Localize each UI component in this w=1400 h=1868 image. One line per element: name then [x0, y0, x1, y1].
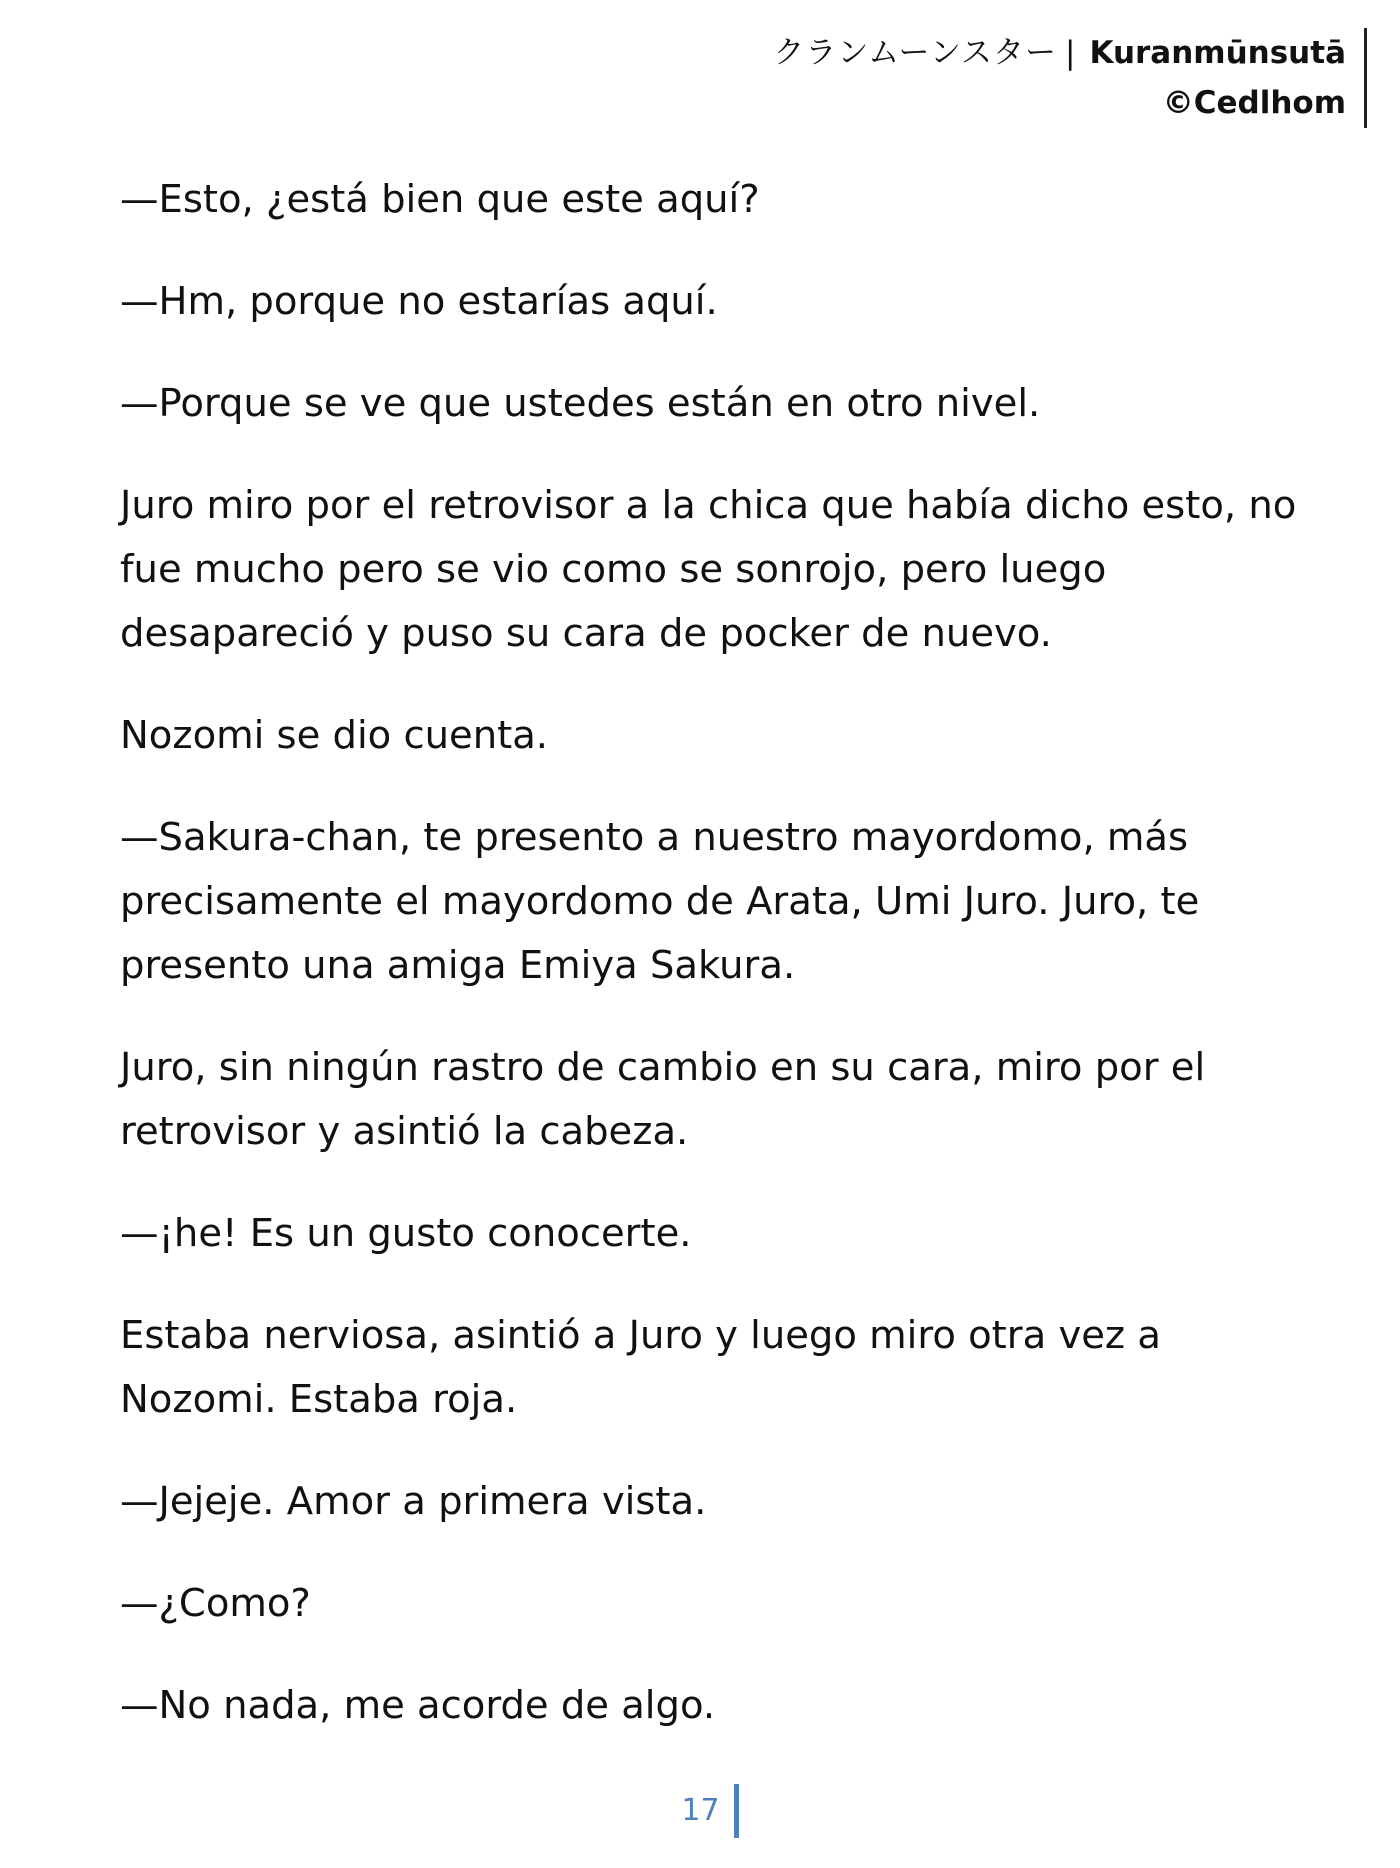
romanized-title: Kuranmūnsutā	[1089, 35, 1346, 71]
paragraph: —Hm, porque no estarías aquí.	[120, 279, 718, 324]
paragraph: —Porque se ve que ustedes están en otro nivel.	[120, 381, 1041, 426]
paragraph: Estaba nerviosa, asintió a Juro y luego miro otra vez a Nozomi. Estaba roja.	[120, 1313, 1161, 1422]
paragraph: Juro miro por el retrovisor a la chica que había dicho esto, no fue mucho pero se vio como se sonrojo, pero luego desapareció y puso su cara de pocker de nuevo.	[120, 483, 1297, 656]
paragraph: Juro, sin ningún rastro de cambio en su cara, miro por el retrovisor y asintió la cabeza.	[120, 1045, 1206, 1154]
page-header	[773, 28, 1367, 128]
japanese-title: クランムーンスター	[773, 35, 1058, 71]
header-separator: |	[1065, 35, 1076, 71]
paragraph: —No nada, me acorde de algo.	[120, 1683, 716, 1728]
paragraph: —¡he! Es un gusto conocerte.	[120, 1211, 692, 1256]
paragraph: —Sakura-chan, te presento a nuestro mayordomo, más precisamente el mayordomo de Arata, Umi Juro. Juro, te presento una amiga Emiya Sakura.	[120, 815, 1200, 988]
header-title-line	[773, 28, 1346, 78]
copyright-notice: ©Cedlhom	[1162, 85, 1346, 121]
page-footer	[0, 1784, 1400, 1838]
paragraph: —Jejeje. Amor a primera vista.	[120, 1479, 707, 1524]
paragraph: —Esto, ¿está bien que este aquí?	[120, 177, 760, 222]
page-number: 17	[681, 1784, 738, 1838]
paragraph: Nozomi se dio cuenta.	[120, 713, 549, 758]
body-text	[120, 168, 1300, 1776]
paragraph: —¿Como?	[120, 1581, 311, 1626]
